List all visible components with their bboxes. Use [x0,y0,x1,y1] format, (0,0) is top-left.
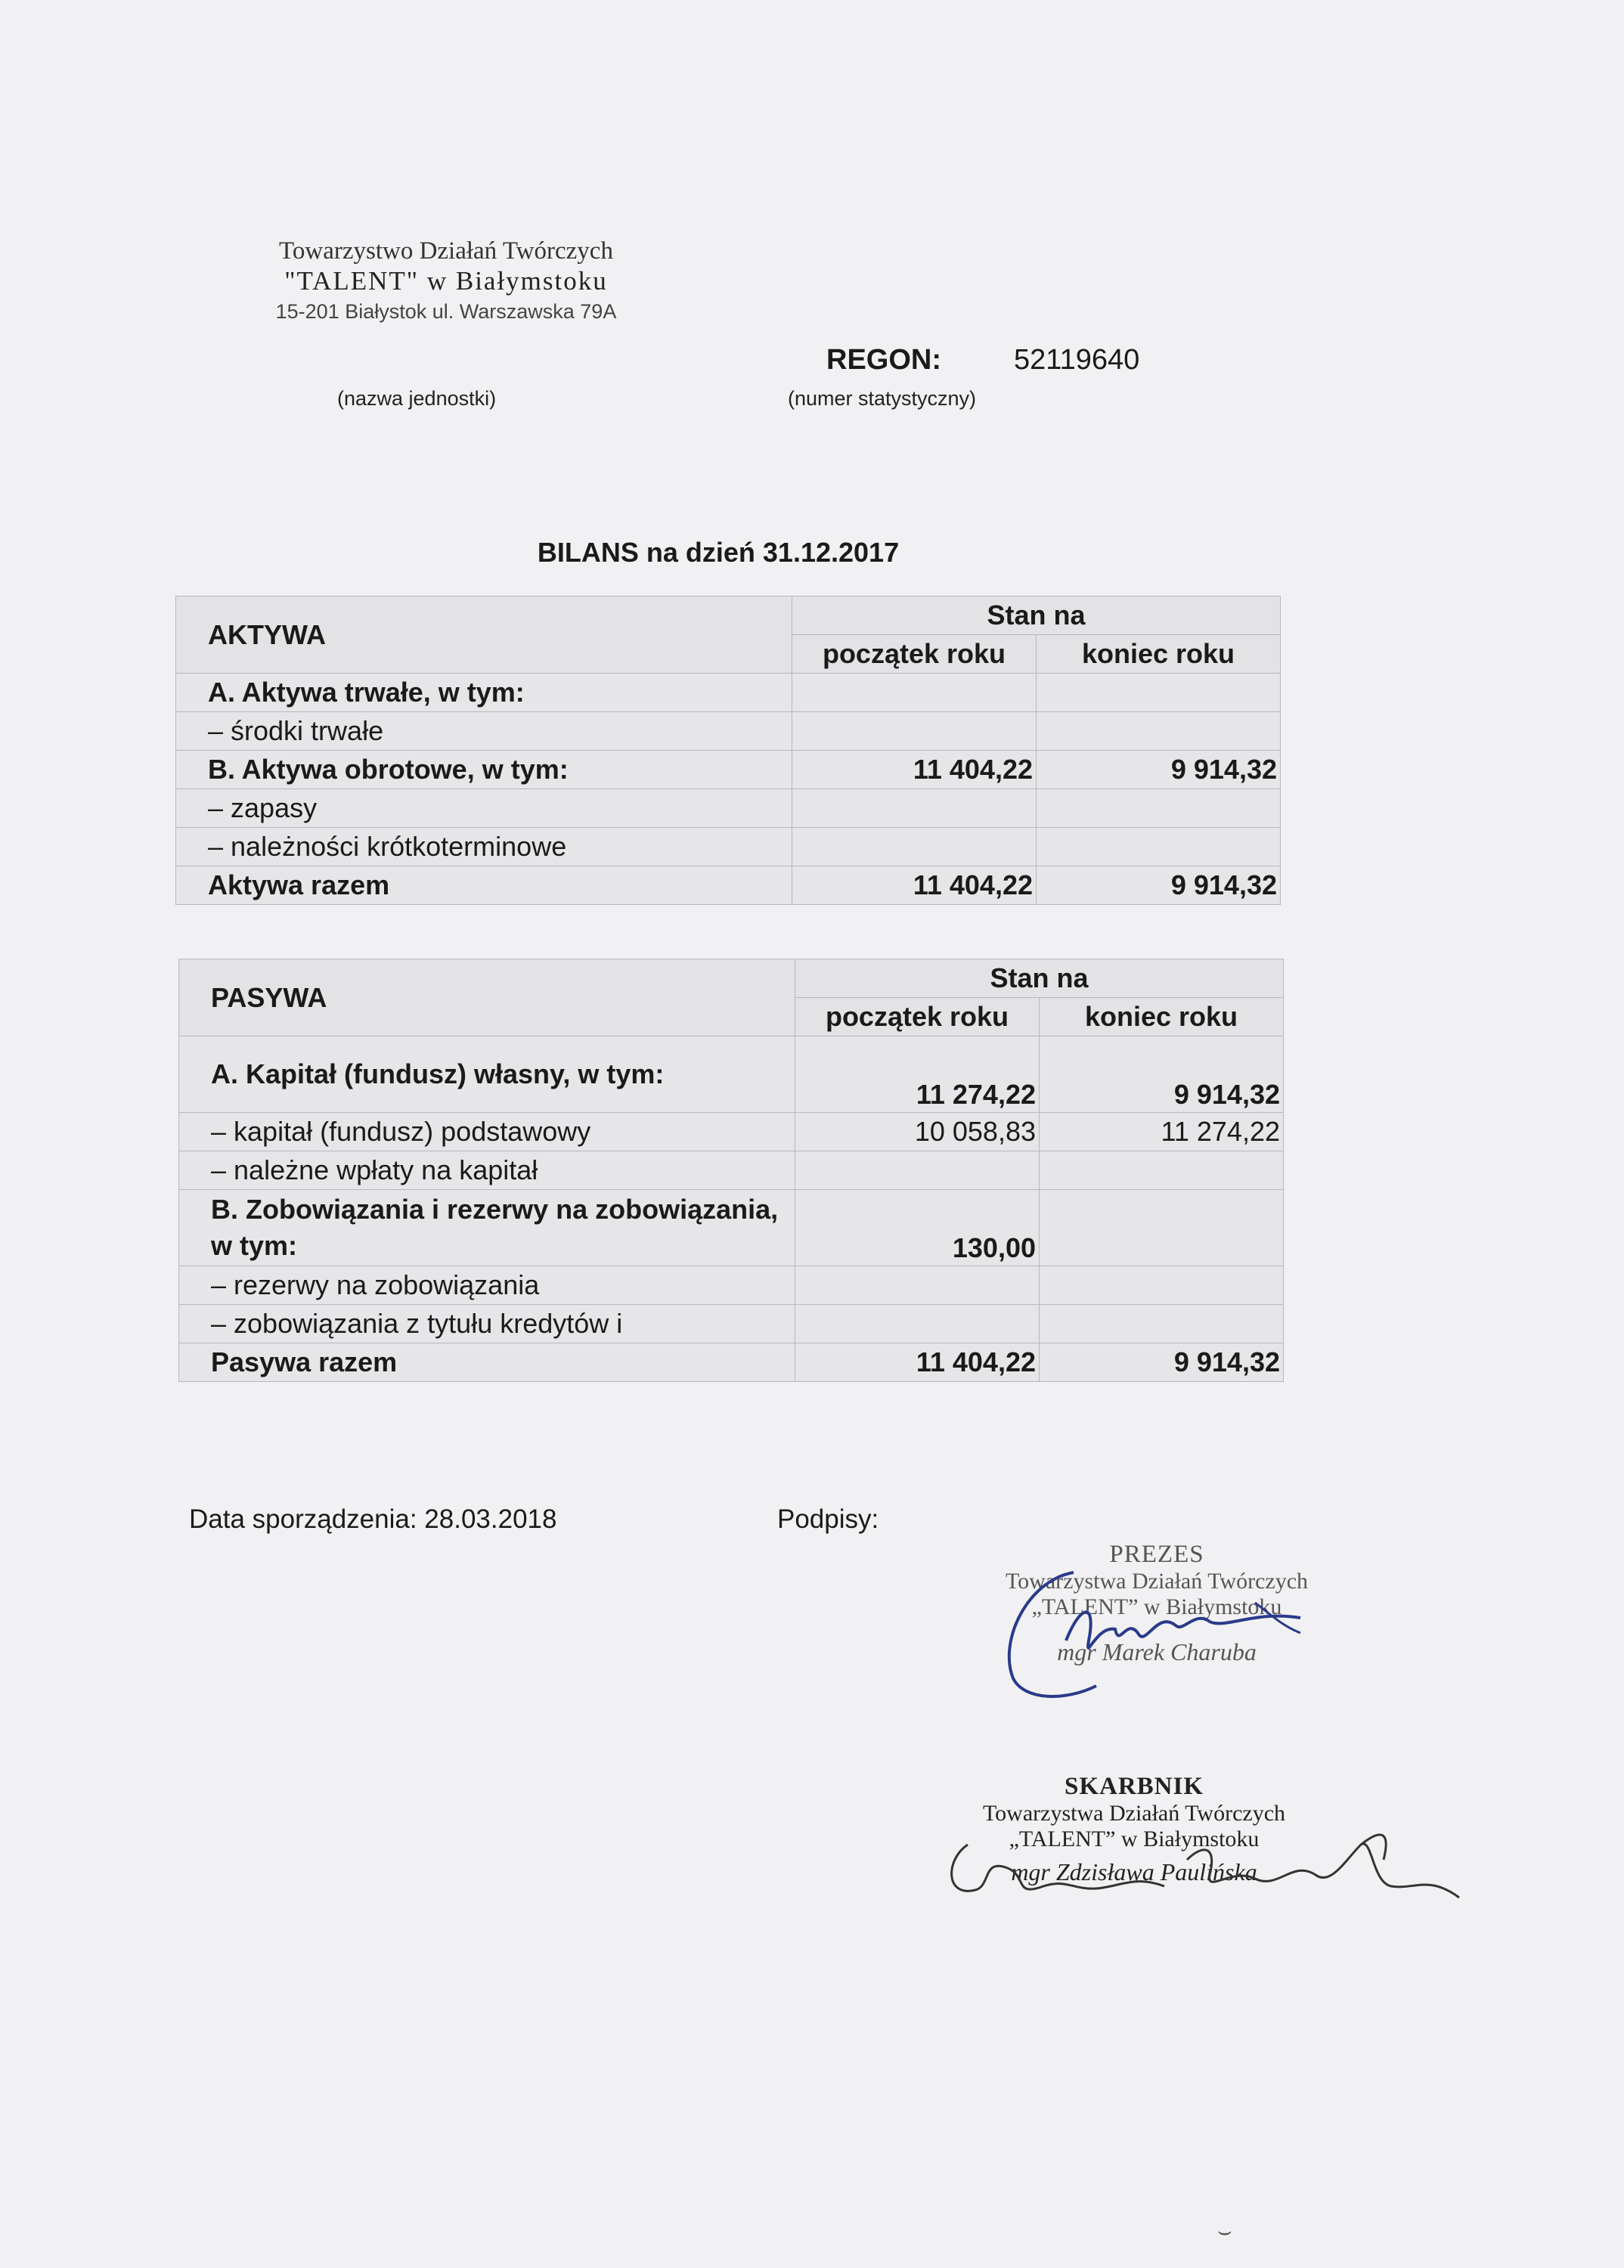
row-label: B. Zobowiązania i rezerwy na zobowiązania, w tym: [179,1190,795,1266]
row-label: – rezerwy na zobowiązania [179,1266,795,1305]
table-row [176,751,1281,789]
aktywa-stan-na: Stan na [792,596,1281,635]
pasywa-stan-na: Stan na [795,959,1284,998]
regon-caption: (numer statystyczny) [788,387,977,410]
aktywa-header: AKTYWA [176,596,792,674]
signature-prezes [983,1557,1346,1709]
value-end [1037,789,1281,828]
stamp-org-line: „TALENT” w Białymstoku [1009,1826,1260,1851]
value-start: 11 404,22 [792,751,1037,789]
pasywa-table [178,959,1284,1382]
regon-value: 52119640 [1014,344,1140,376]
row-label: – zapasy [176,789,792,828]
stamp-org-line: Towarzystwa Działań Twórczych [982,1801,1286,1826]
table-row-total [179,1343,1284,1382]
signature-skarbnik [938,1814,1467,1920]
value-start: 11 274,22 [795,1036,1040,1113]
regon-label: REGON: [826,344,941,376]
table-row [176,828,1281,866]
signatures-label: Podpisy: [777,1504,879,1534]
row-label: – należne wpłaty na kapitał [179,1151,795,1190]
org-name-line: Towarzystwo Działań Twórczych [279,237,613,265]
stamp-org-line: Towarzystwa Działań Twórczych [1005,1569,1309,1594]
row-label: – zobowiązania z tytułu kredytów i [179,1305,795,1343]
value-end [1040,1190,1284,1266]
pasywa-col-end: koniec roku [1040,998,1284,1036]
value-end [1037,828,1281,866]
row-label: A. Aktywa trwałe, w tym: [176,674,792,712]
org-address: 15-201 Białystok ul. Warszawska 79A [275,300,617,323]
value-start [792,789,1037,828]
stamp-title: SKARBNIK [1064,1773,1204,1800]
table-row [179,1190,1284,1266]
value-start [792,674,1037,712]
stamp-person-name: mgr Marek Charuba [1057,1638,1257,1665]
row-label: – kapitał (fundusz) podstawowy [179,1113,795,1151]
value-start: 130,00 [795,1190,1040,1266]
row-label: Aktywa razem [176,866,792,905]
aktywa-header-row [176,596,1281,635]
aktywa-table [175,596,1281,905]
value-start: 10 058,83 [795,1113,1040,1151]
organization-header [249,236,643,327]
value-end: 9 914,32 [1040,1343,1284,1382]
document-title: BILANS na dzień 31.12.2017 [537,537,900,568]
table-row [176,712,1281,751]
pasywa-header: PASYWA [179,959,795,1036]
org-name-talent: "TALENT" w Białymstoku [284,266,608,296]
pasywa-col-start: początek roku [795,998,1040,1036]
value-start [792,828,1037,866]
stamp-title: PREZES [1109,1541,1204,1568]
pasywa-header-row [179,959,1284,998]
value-start: 11 404,22 [795,1343,1040,1382]
preparation-date: Data sporządzenia: 28.03.2018 [189,1504,557,1534]
value-start [795,1305,1040,1343]
value-end: 9 914,32 [1040,1036,1284,1113]
value-end [1037,674,1281,712]
table-row [179,1305,1284,1343]
row-label: Pasywa razem [179,1343,795,1382]
value-end [1040,1266,1284,1305]
stamp-person-name: mgr Zdzisława Paulińska [1011,1858,1257,1885]
row-label: – środki trwałe [176,712,792,751]
table-row-total [176,866,1281,905]
value-end: 9 914,32 [1037,751,1281,789]
table-row [176,674,1281,712]
value-start [795,1266,1040,1305]
value-start [795,1151,1040,1190]
table-row [179,1036,1284,1113]
table-row [179,1151,1284,1190]
row-label: B. Aktywa obrotowe, w tym: [176,751,792,789]
stamp-org-line: „TALENT” w Białymstoku [1031,1594,1282,1619]
aktywa-col-end: koniec roku [1037,635,1281,674]
unit-caption: (nazwa jednostki) [337,387,497,410]
value-end [1040,1151,1284,1190]
row-label: – należności krótkoterminowe [176,828,792,866]
table-row [179,1266,1284,1305]
table-row [179,1113,1284,1151]
aktywa-col-start: początek roku [792,635,1037,674]
value-end [1037,712,1281,751]
value-end: 9 914,32 [1037,866,1281,905]
table-row [176,789,1281,828]
value-start [792,712,1037,751]
value-end [1040,1305,1284,1343]
value-end: 11 274,22 [1040,1113,1284,1151]
scan-mark: ⌣ [1217,2219,1232,2244]
row-label: A. Kapitał (fundusz) własny, w tym: [179,1036,795,1113]
value-start: 11 404,22 [792,866,1037,905]
